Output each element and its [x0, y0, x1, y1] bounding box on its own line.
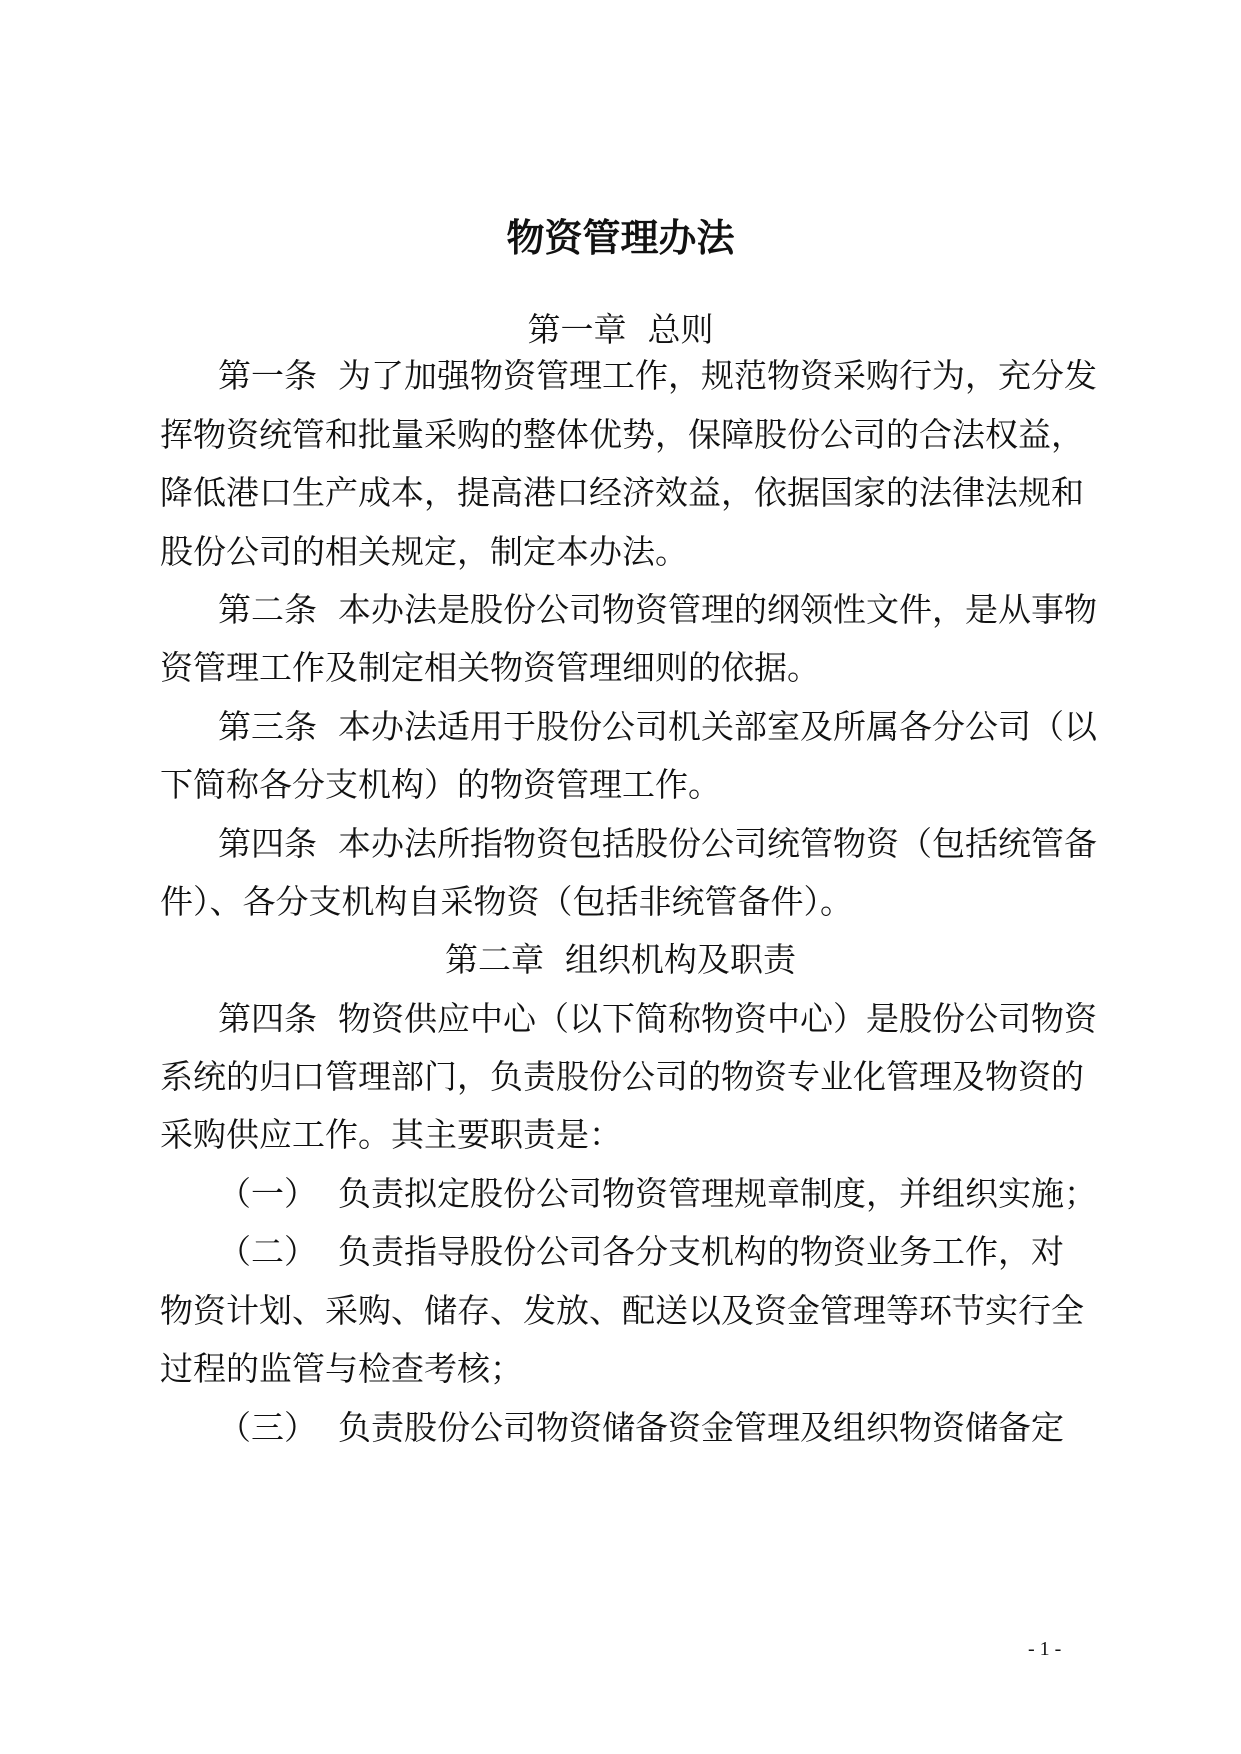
text-line: 下简称各分支机构）的物资管理工作。 — [160, 765, 721, 804]
page-number: - 1 - — [1028, 1638, 1062, 1660]
text-line: 第二条 本办法是股份公司物资管理的纲领性文件，是从事物 — [218, 590, 1097, 629]
text-line: （二） 负责指导股份公司各分支机构的物资业务工作，对 — [218, 1232, 1064, 1271]
text-line: 件）、各分支机构自采物资（包括非统管备件）。 — [160, 882, 853, 921]
text-line: 股份公司的相关规定，制定本办法。 — [160, 532, 688, 571]
text-line: 降低港口生产成本，提高港口经济效益，依据国家的法律法规和 — [160, 473, 1084, 512]
text-line: 采购供应工作。其主要职责是： — [160, 1115, 622, 1154]
text-line: （三） 负责股份公司物资储备资金管理及组织物资储备定 — [218, 1408, 1064, 1447]
chapter-heading-2: 第二章 组织机构及职责 — [445, 940, 796, 979]
text-line: 第一条 为了加强物资管理工作，规范物资采购行为，充分发 — [218, 356, 1097, 395]
text-line: 挥物资统管和批量采购的整体优势，保障股份公司的合法权益， — [160, 415, 1084, 454]
text-line: 资管理工作及制定相关物资管理细则的依据。 — [160, 648, 820, 687]
text-line: 第三条 本办法适用于股份公司机关部室及所属各分公司（以 — [218, 707, 1097, 746]
text-line: 过程的监管与检查考核； — [160, 1349, 523, 1388]
text-line: （一） 负责拟定股份公司物资管理规章制度，并组织实施； — [218, 1174, 1097, 1213]
text-line: 物资计划、采购、储存、发放、配送以及资金管理等环节实行全 — [160, 1291, 1084, 1330]
chapter-heading-1: 第一章 总则 — [527, 310, 714, 349]
text-line: 第四条 本办法所指物资包括股份公司统管物资（包括统管备 — [218, 824, 1097, 863]
text-line: 系统的归口管理部门，负责股份公司的物资专业化管理及物资的 — [160, 1057, 1084, 1096]
document-title: 物资管理办法 — [506, 215, 735, 260]
text-line: 第四条 物资供应中心（以下简称物资中心）是股份公司物资 — [218, 999, 1097, 1038]
